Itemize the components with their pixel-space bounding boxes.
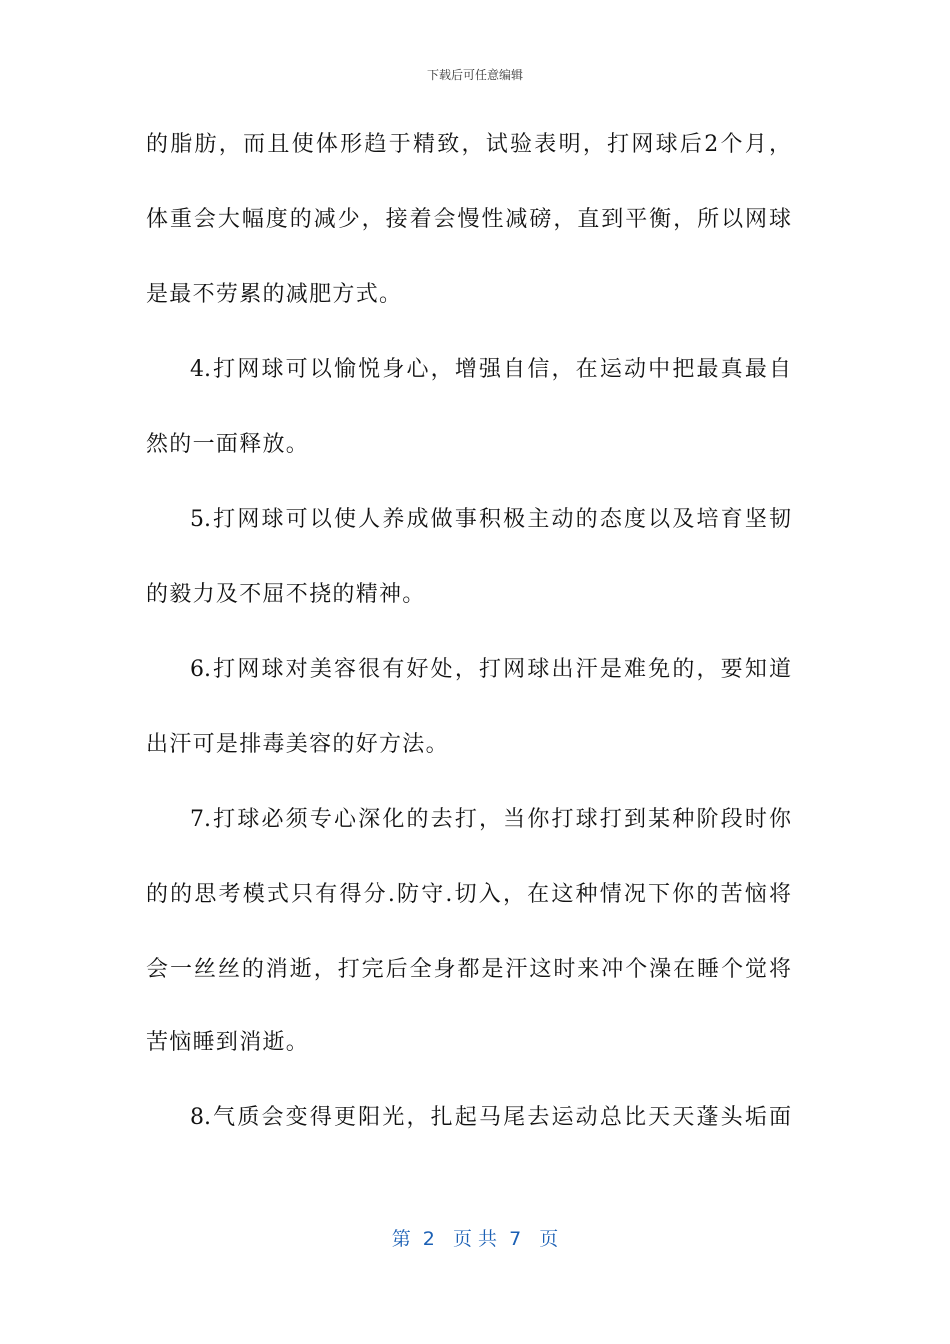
paragraph-line: 苦恼睡到消逝。 — [146, 1030, 310, 1055]
paragraph-line: 6.打网球对美容很有好处，打网球出汗是难免的，要知道 — [190, 657, 791, 682]
page-footer: 第 2 页 共 7 页 — [391, 1228, 559, 1250]
paragraph-line: 的毅力及不屈不挠的精神。 — [146, 582, 426, 607]
paragraph-line: 的脂肪，而且使体形趋于精致，试验表明，打网球后2个月， — [146, 132, 791, 157]
paragraph-line: 7.打球必须专心深化的去打，当你打球打到某种阶段时你 — [190, 807, 791, 832]
paragraph-line: 然的一面释放。 — [146, 432, 310, 457]
paragraph-line: 体重会大幅度的减少，接着会慢性减磅，直到平衡，所以网球 — [146, 207, 791, 232]
paragraph-line: 5.打网球可以使人养成做事积极主动的态度以及培育坚韧 — [190, 507, 791, 532]
page-header: 下载后可任意编辑 — [426, 68, 523, 82]
paragraph-line: 出汗可是排毒美容的好方法。 — [146, 732, 449, 757]
paragraph-line: 的的思考模式只有得分.防守.切入，在这种情况下你的苦恼将 — [146, 882, 791, 907]
paragraph-line: 会一丝丝的消逝，打完后全身都是汗这时来冲个澡在睡个觉将 — [146, 957, 791, 982]
paragraph-line: 8.气质会变得更阳光，扎起马尾去运动总比天天蓬头垢面 — [190, 1105, 791, 1130]
paragraph-line: 4.打网球可以愉悦身心，增强自信，在运动中把最真最自 — [190, 357, 791, 382]
paragraph-line: 是最不劳累的减肥方式。 — [146, 282, 403, 307]
